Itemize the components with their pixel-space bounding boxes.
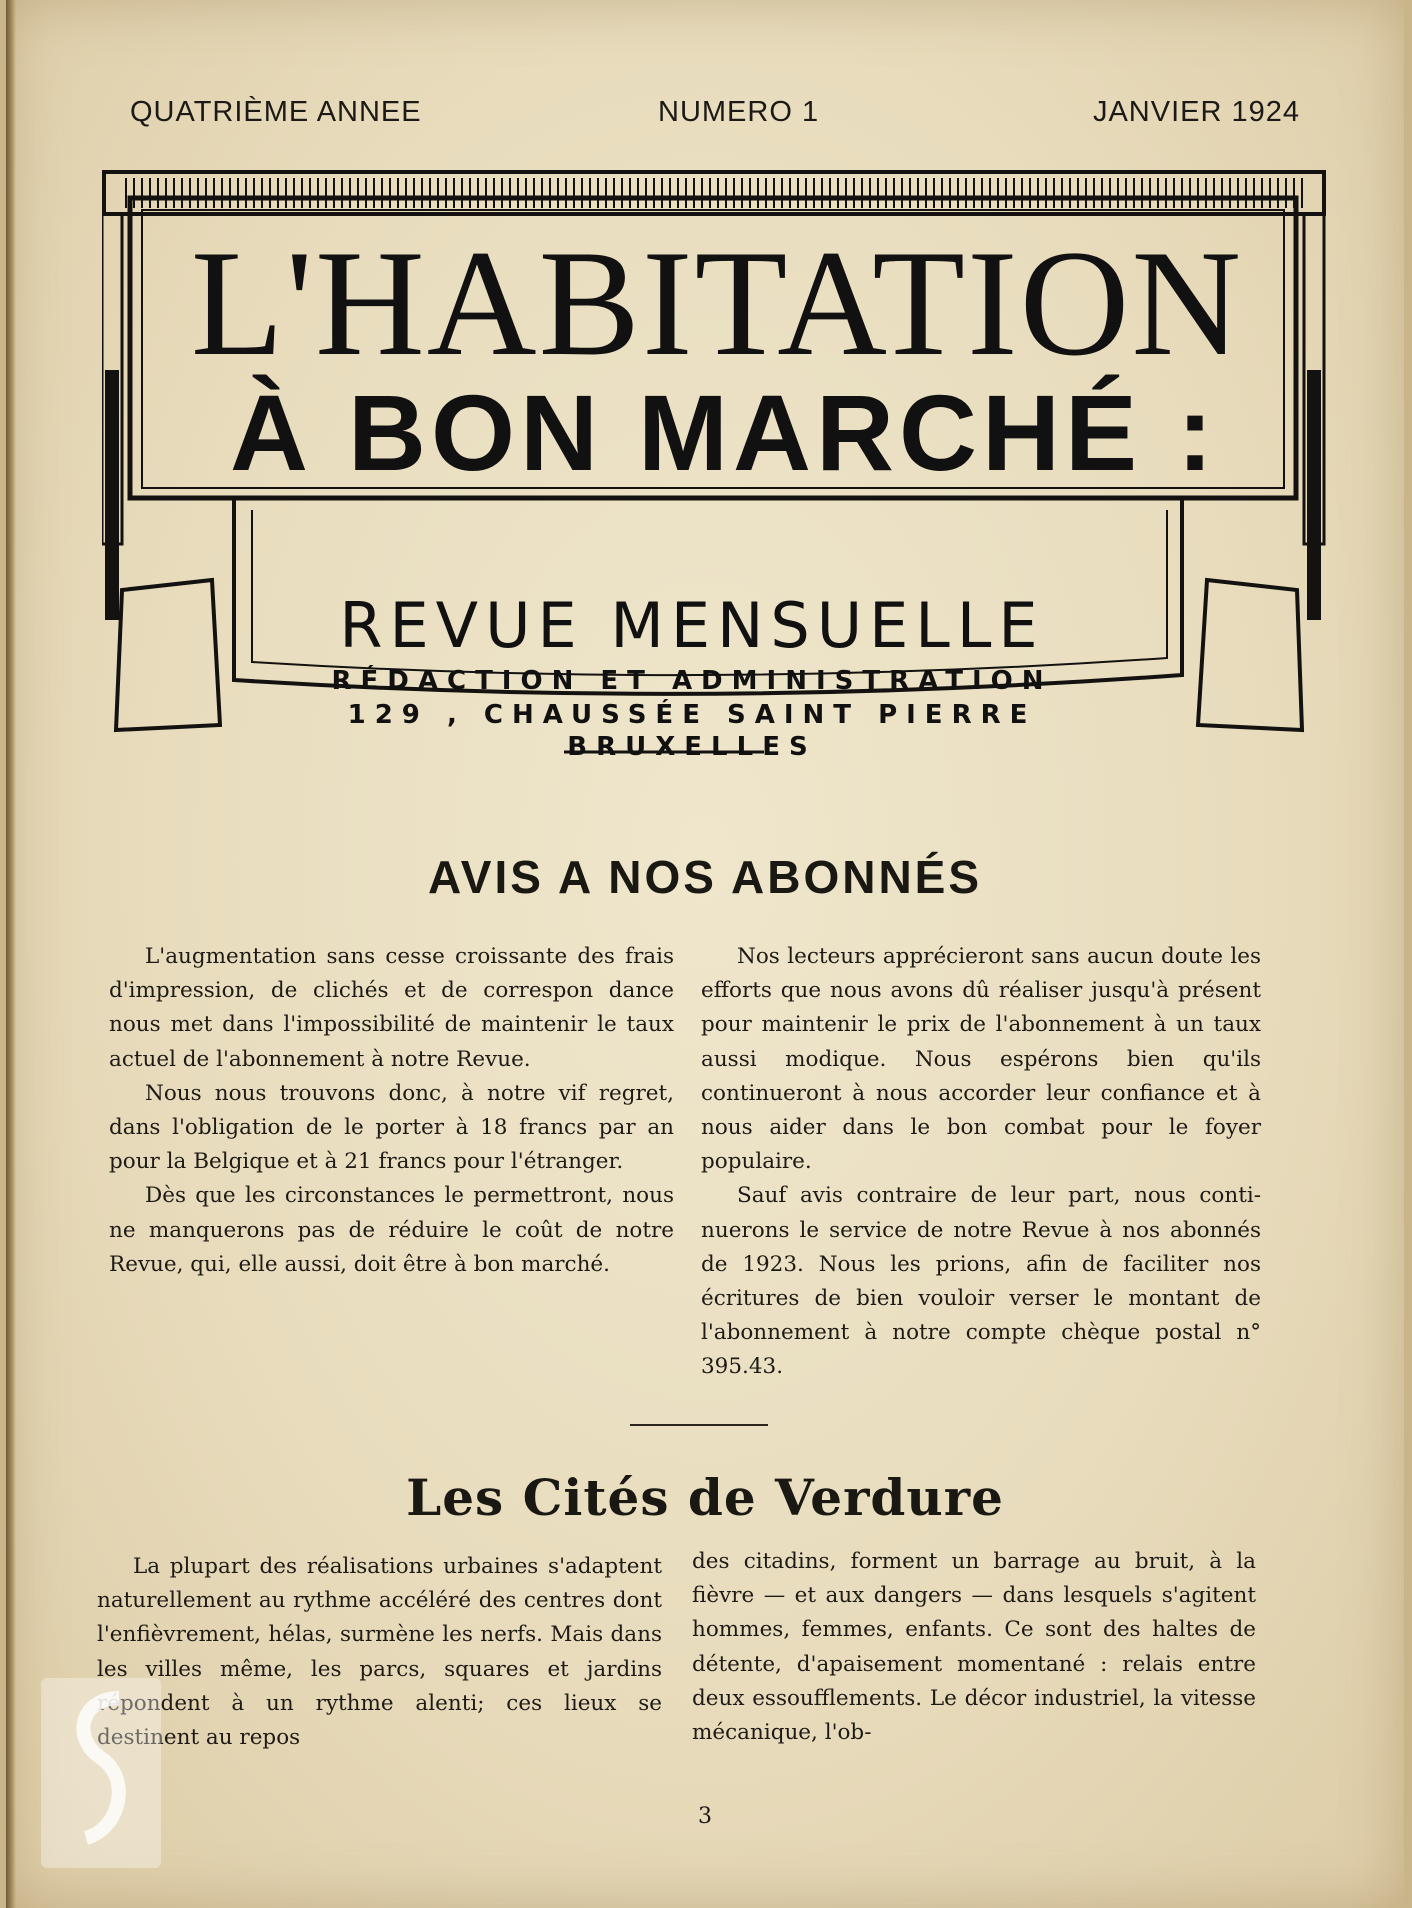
page [6, 0, 1404, 1908]
paragraph: L'augmentation sans cesse croissante des frais d'impression, de clichés et de correspon dance nous met dans l'impossibilité de maintenir le taux actuel de l'abonnement à notre Revue. [109, 944, 674, 1072]
article-cites-column-right [692, 1545, 1256, 1750]
masthead [102, 170, 1327, 795]
masthead-redaction: RÉDACTION ET ADMINISTRATION [331, 666, 1053, 696]
masthead-subtitle: À BON MARCHÉ : [230, 372, 1218, 493]
paragraph: La plupart des réalisations urbaines s'adaptent naturellement au rythme accéléré des centres dont l'enfièvrement, hélas, surmène les nerfs. Mais dans les villes même, les parcs, squares et jardins répondent à un rythme alenti; ces lieux se destinent au repos [97, 1554, 662, 1751]
article-title-cites: Les Cités de Verdure [406, 1468, 1004, 1527]
header-date: JANVIER 1924 [1092, 96, 1300, 128]
masthead-city: BRUXELLES [567, 732, 817, 762]
paragraph: Sauf avis contraire de leur part, nous continuerons le service de notre Revue à nos abonnés de 1923. Nous les prions, afin de faciliter nos écritures de bien vouloir verser le montant de l'abonnement à notre compte chèque postal n° 395.43. [701, 1183, 1261, 1380]
article-avis-column-left [109, 940, 674, 1282]
header-year: QUATRIÈME ANNEE [130, 96, 422, 128]
page-spine-shadow [6, 0, 16, 1908]
paragraph: des citadins, forment un barrage au bruit, à la fièvre — et aux dangers — dans lesquels s'agitent hommes, femmes, enfants. Ce sont des haltes de détente, d'apaisement momentané : relais entre deux essoufflements. Le décor industriel, la vitesse mécanique, l'ob- [692, 1549, 1256, 1746]
watermark-icon [41, 1678, 161, 1868]
article-avis-column-right [701, 940, 1261, 1385]
page-number: 3 [698, 1804, 712, 1829]
library-watermark [41, 1678, 161, 1868]
article-cites-column-left [97, 1550, 662, 1755]
paragraph: Nos lecteurs apprécieront sans aucun doute les efforts que nous avons dû réaliser jusqu'à présent pour maintenir le prix de l'abonnement à un taux aussi modique. Nous espérons bien qu'ils continueront à nous accorder leur confiance et à nous aider dans le bon combat pour le foyer populaire. [701, 944, 1261, 1175]
article-title-avis: AVIS A NOS ABONNÉS [427, 851, 983, 903]
paragraph: Dès que les circonstances le permettront, nous ne manquerons pas de réduire le coût de notre Revue, qui, elle aussi, doit être à bon marché. [109, 1183, 674, 1277]
running-head [130, 96, 1300, 136]
masthead-address: 129 , CHAUSSÉE SAINT PIERRE [347, 700, 1037, 730]
masthead-title: L'HABITATION [190, 219, 1244, 387]
paragraph: Nous nous trouvons donc, à notre vif regret, dans l'obligation de le porter à 18 francs par an pour la Belgique et à 21 francs pour l'étranger. [109, 1080, 674, 1175]
header-issue-number: NUMERO 1 [658, 96, 820, 128]
masthead-revue-mensuelle: REVUE MENSUELLE [339, 589, 1045, 662]
section-divider [630, 1424, 768, 1426]
